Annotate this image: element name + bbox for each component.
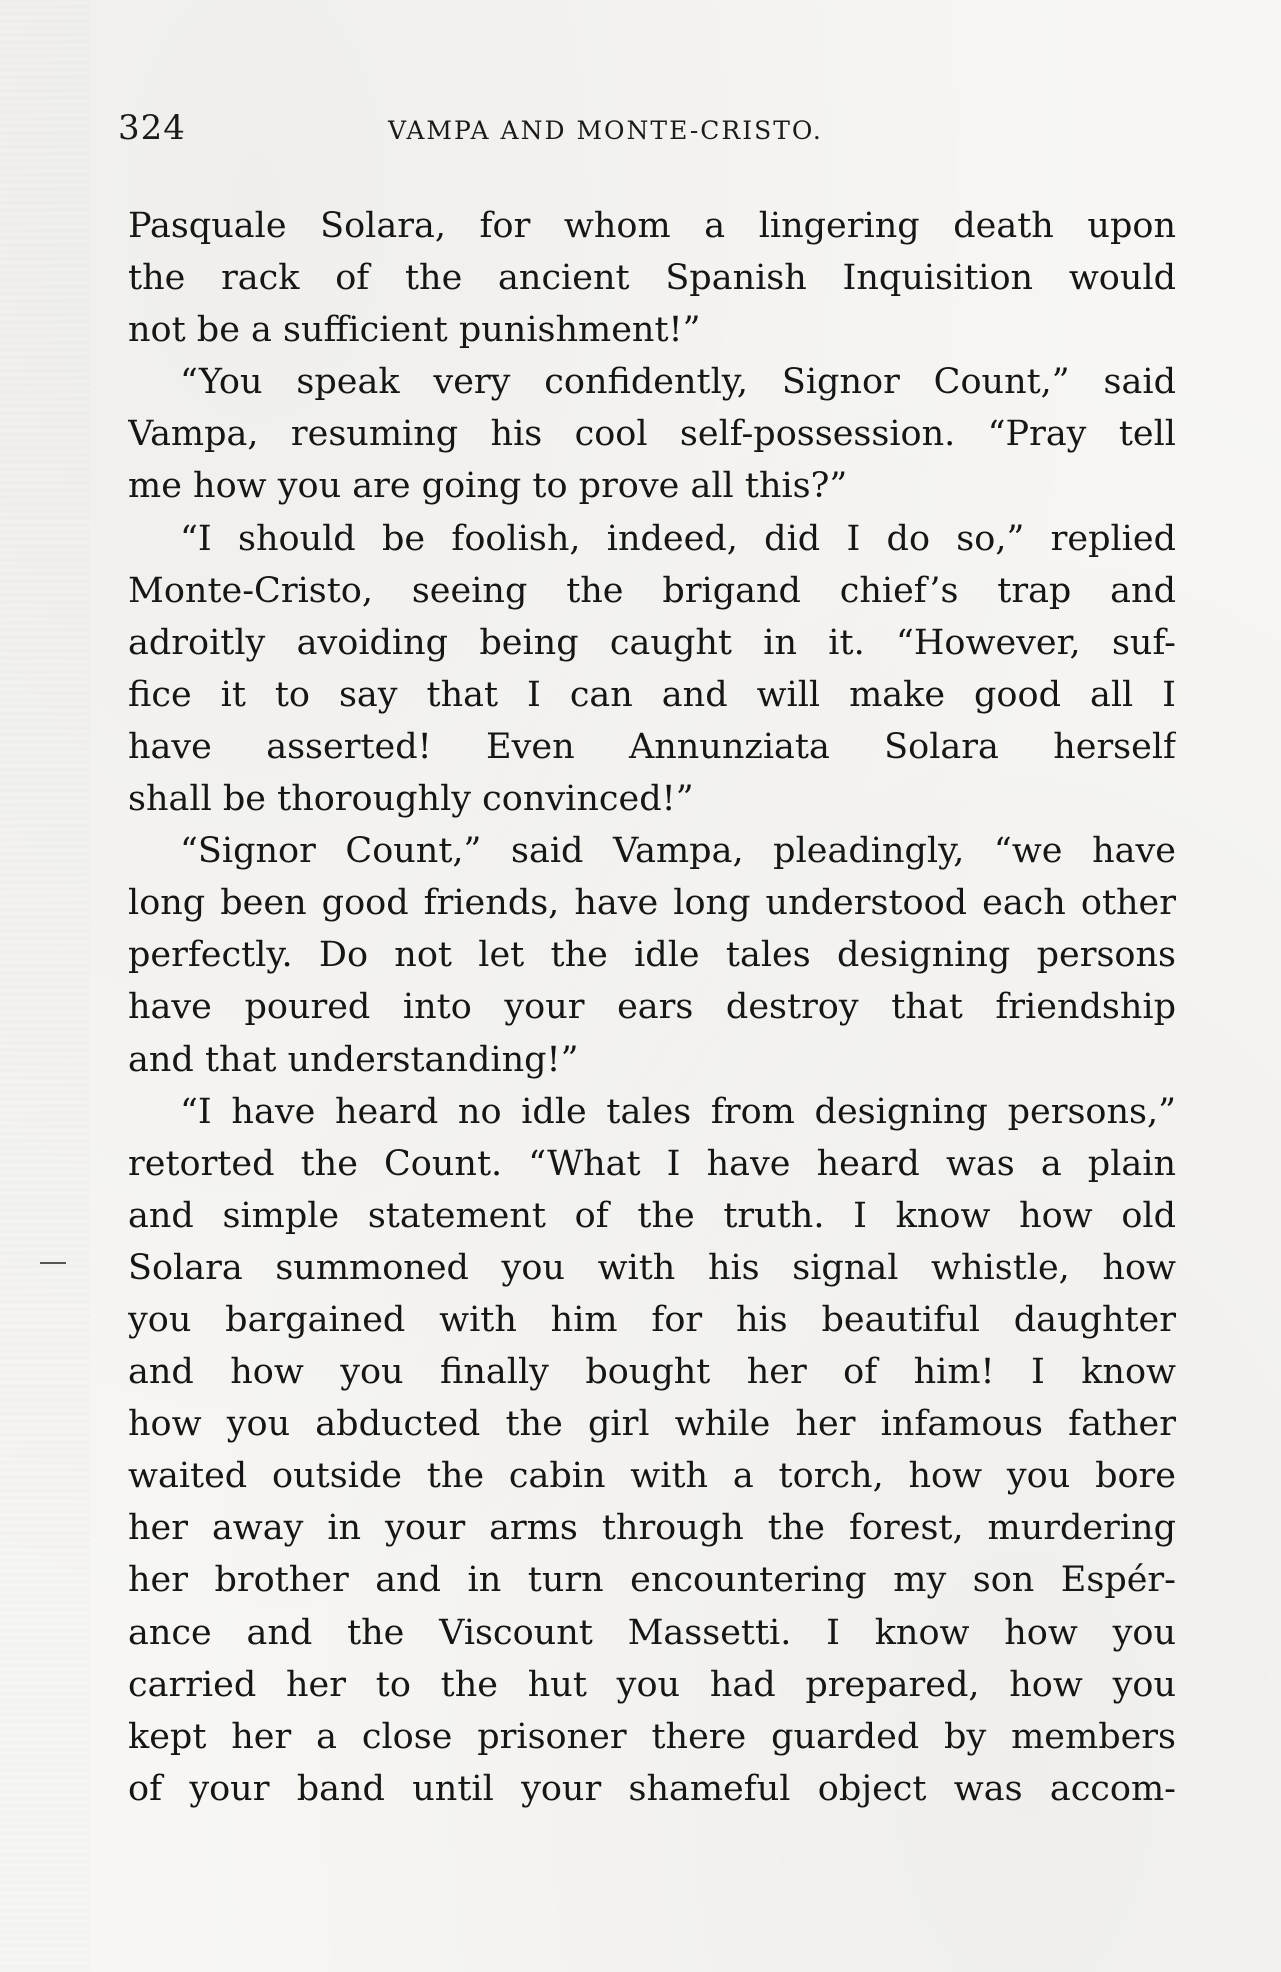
text-line: retorted the Count. “What I have heard was a plain [128,1143,1176,1184]
text-line: and how you finally bought her of him! I know [128,1352,1176,1393]
text-line: Pasquale Solara, for whom a lingering death upon [128,206,1176,246]
text-line: shall be thoroughly convinced!” [128,779,694,820]
text-line: “You speak very confidently, Signor Count,” said [180,362,1176,403]
text-line: waited outside the cabin with a torch, how you bore [128,1456,1176,1497]
text-line: me how you are going to prove all this?” [128,466,848,507]
text-line: “Signor Count,” said Vampa, pleadingly, “we have [180,831,1176,872]
text-line: fice it to say that I can and will make good all I [128,674,1176,715]
text-line: not be a sufficient punishment!” [128,310,701,351]
text-line: of your band until your shameful object was accom- [128,1768,1176,1809]
page-header [118,108,1178,158]
page-edge-shadow [0,0,90,1972]
text-line: Monte-Cristo, seeing the brigand chief’s trap and [128,570,1176,611]
body-text [128,200,1176,1815]
page-number: 324 [118,108,186,148]
text-line: Vampa, resuming his cool self-possession. “Pray tell [128,414,1176,455]
text-line: “I have heard no idle tales from designing persons,” [180,1091,1176,1132]
text-line: how you abducted the girl while her infamous father [128,1404,1176,1445]
text-line: “I should be foolish, indeed, did I do so,” replied [180,518,1176,559]
text-line: and simple statement of the truth. I know how old [128,1195,1176,1236]
text-line: the rack of the ancient Spanish Inquisition would [128,258,1176,299]
text-line: carried her to the hut you had prepared, how you [128,1664,1176,1705]
text-line: have poured into your ears destroy that friendship [128,987,1176,1028]
text-line: and that understanding!” [128,1039,579,1080]
text-line: her away in your arms through the forest, murdering [128,1508,1176,1549]
running-head: VAMPA AND MONTE-CRISTO. [388,116,823,145]
text-line: kept her a close prisoner there guarded by members [128,1716,1176,1757]
text-line: have asserted! Even Annunziata Solara herself [128,726,1176,767]
text-line: her brother and in turn encountering my son Espér- [128,1560,1176,1601]
text-line: long been good friends, have long understood each other [128,883,1176,924]
text-line: perfectly. Do not let the idle tales designing persons [128,935,1176,976]
margin-mark [40,1262,66,1264]
text-line: adroitly avoiding being caught in it. “However, suf- [128,622,1176,663]
text-line: Solara summoned you with his signal whistle, how [128,1247,1176,1288]
text-line: ance and the Viscount Massetti. I know how you [128,1612,1176,1653]
text-line: you bargained with him for his beautiful daughter [128,1299,1176,1340]
